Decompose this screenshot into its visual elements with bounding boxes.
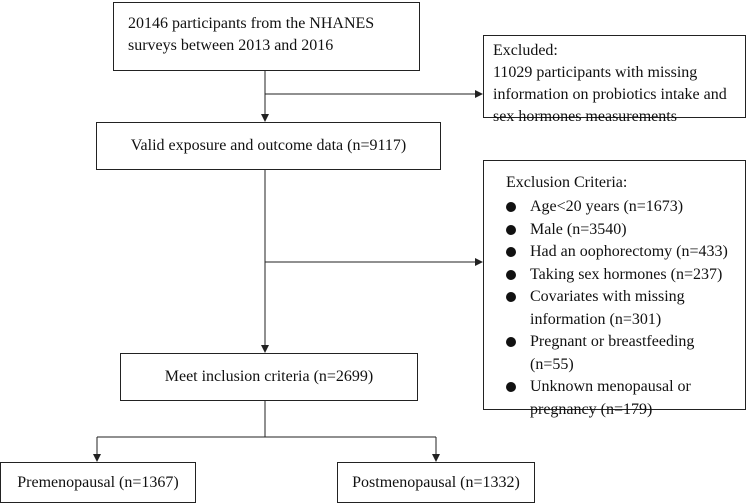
bullet-icon <box>506 292 516 302</box>
criteria-item: Pregnant or breastfeeding (n=55) <box>506 331 739 376</box>
excluded-text: 11029 participants with missing information on probiotics intake and sex hormones measurements <box>493 64 727 125</box>
bullet-icon <box>506 202 516 212</box>
exclusion-criteria-box <box>483 160 746 418</box>
bullet-icon <box>506 247 516 257</box>
postmenopausal-text: Postmenopausal (n=1332) <box>352 473 520 491</box>
bullet-icon <box>506 270 516 280</box>
bullet-icon <box>506 225 516 235</box>
excluded-title: Excluded: <box>493 42 558 59</box>
criteria-item: Had an oophorectomy (n=433) <box>506 241 739 264</box>
exclusion-criteria-list <box>506 196 739 421</box>
start-box <box>113 2 420 71</box>
criteria-item: Male (n=3540) <box>506 219 739 242</box>
meet-inclusion-box <box>120 353 418 401</box>
bullet-icon <box>506 382 516 392</box>
premenopausal-text: Premenopausal (n=1367) <box>17 473 179 491</box>
excluded-box <box>483 35 746 125</box>
criteria-item: Covariates with missing information (n=301) <box>506 286 739 331</box>
start-text: 20146 participants from the NHANES surveys between 2013 and 2016 <box>128 15 375 54</box>
criteria-item: Unknown menopausal or pregnancy (n=179) <box>506 376 739 421</box>
meet-inclusion-text: Meet inclusion criteria (n=2699) <box>164 368 374 385</box>
valid-data-text: Valid exposure and outcome data (n=9117) <box>130 137 407 154</box>
valid-data-box <box>96 122 441 170</box>
bullet-icon <box>506 337 516 347</box>
criteria-item: Taking sex hormones (n=237) <box>506 264 739 287</box>
postmenopausal-box <box>337 462 535 503</box>
premenopausal-box <box>0 462 196 503</box>
criteria-item: Age<20 years (n=1673) <box>506 196 739 219</box>
exclusion-criteria-title: Exclusion Criteria: <box>506 174 628 191</box>
